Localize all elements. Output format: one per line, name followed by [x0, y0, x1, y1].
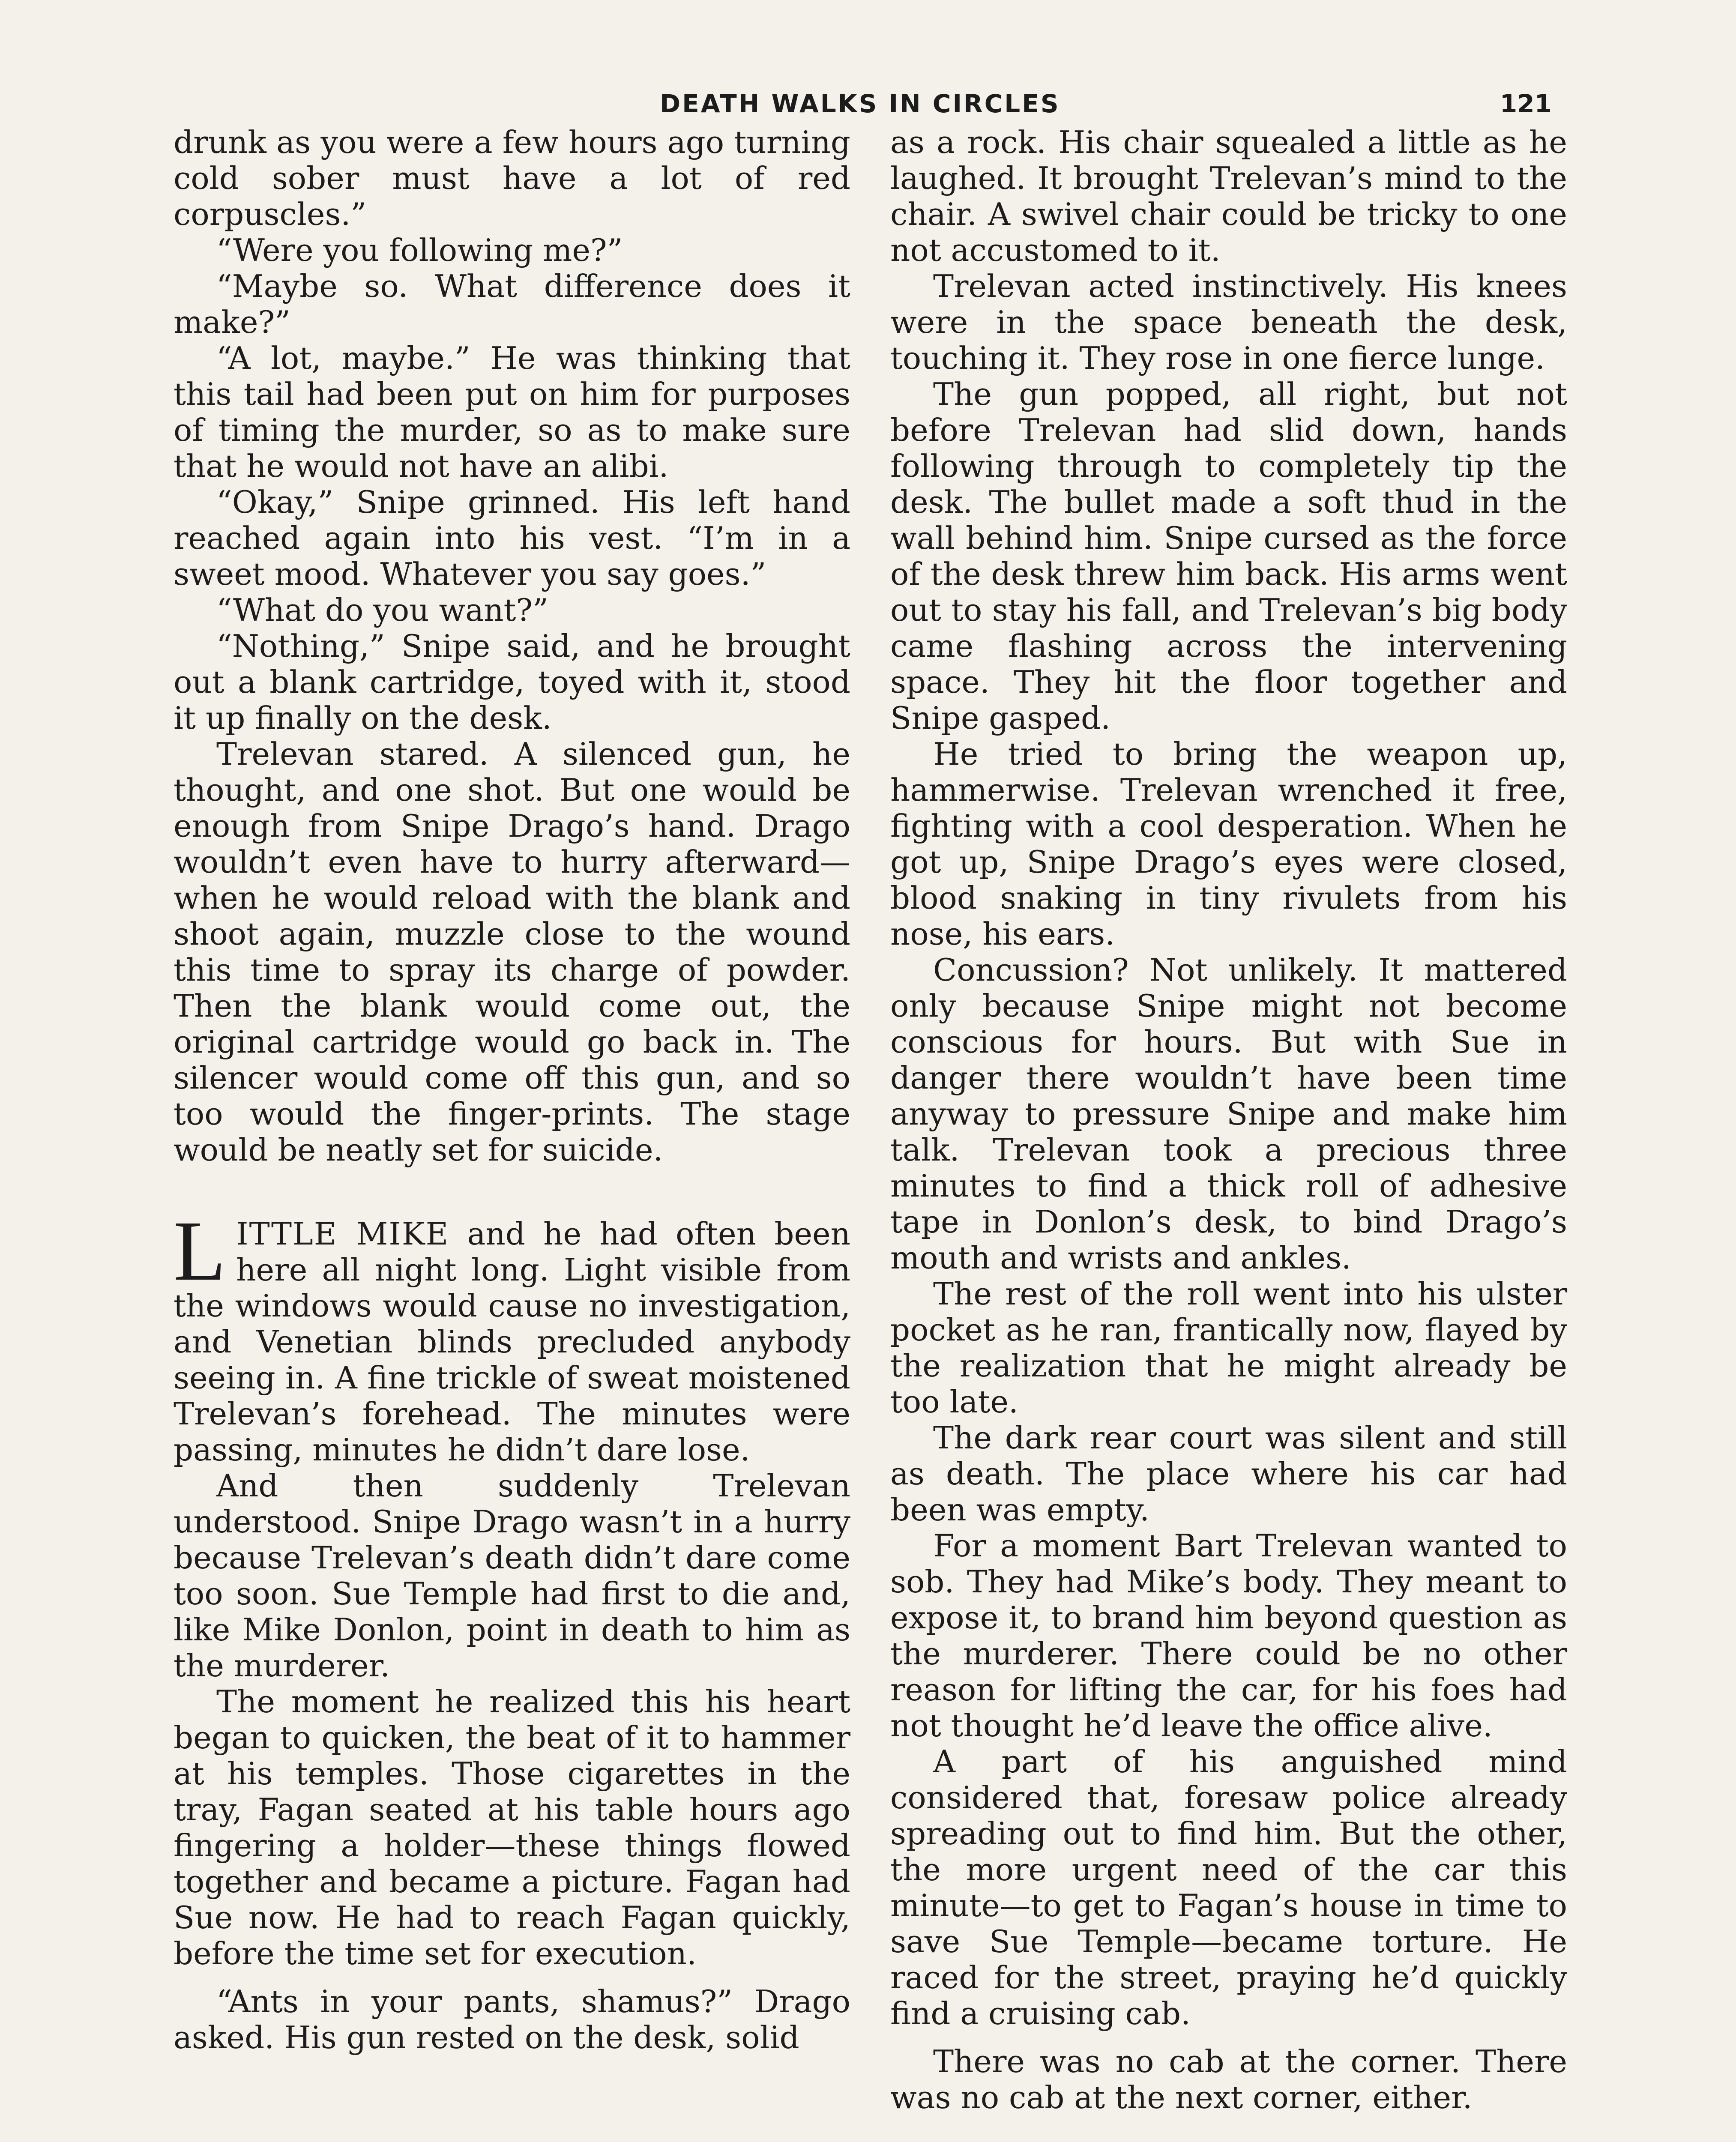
paragraph: The rest of the roll went into his ulster pocket as he ran, frantically now, flayed by the realization that he might already be too late. [890, 1276, 1567, 1420]
paragraph: “Nothing,” Snipe said, and he brought out a blank cartridge, toyed with it, stood it up finally on the desk. [174, 628, 850, 736]
drop-cap: L [174, 1204, 226, 1298]
drop-cap-text: and he had often been here all night long. Light visible from the windows would cause no investigation, and Venetian blinds precluded anybody seeing in. A fine trickle of sweat moistened Trelevan’s forehead. The minutes were passing, minutes he didn’t dare lose. [174, 1216, 851, 1468]
page-number: 121 [1500, 89, 1552, 118]
paragraph: drunk as you were a few hours ago turning cold sober must have a lot of red corpuscles.” [174, 124, 850, 232]
paragraph: Concussion? Not unlikely. It mattered only because Snipe might not become conscious for hours. But with Sue in danger there wouldn’t have been time anyway to pressure Snipe and make him talk. Trelevan took a precious three minutes to find a thick roll of adhesive tape in Donlon’s desk, to bind Drago’s mouth and wrists and ankles. [890, 952, 1567, 1276]
right-column [890, 124, 1567, 2115]
paragraph: Trelevan stared. A silenced gun, he thought, and one shot. But one would be enough from Snipe Drago’s hand. Drago wouldn’t even have to hurry afterward—when he would reload with the blank and shoot again, muzzle close to the wound this time to spray its charge of powder. Then the blank would come out, the original cartridge would go back in. The silencer would come off this gun, and so too would the finger-prints. The stage would be neatly set for suicide. [174, 736, 850, 1168]
paragraph: There was no cab at the corner. There was no cab at the next corner, either. [890, 2043, 1567, 2115]
drop-cap-lead: ITTLE MIKE [236, 1216, 449, 1252]
section-opening-paragraph [174, 1204, 851, 1468]
paragraph: The dark rear court was silent and still as death. The place where his car had been was empty. [890, 1420, 1567, 1528]
paragraph: Trelevan acted instinctively. His knees were in the space beneath the desk, touching it. They rose in one fierce lunge. [890, 268, 1567, 376]
paragraph: “Okay,” Snipe grinned. His left hand reached again into his vest. “I’m in a sweet mood. Whatever you say goes.” [174, 484, 850, 592]
paragraph: “What do you want?” [216, 592, 548, 628]
paragraph: The moment he realized this his heart began to quicken, the beat of it to hammer at his temples. Those cigarettes in the tray, Fagan seated at his table hours ago fingering a holder—these things flowed together and became a picture. Fagan had Sue now. He had to reach Fagan quickly, before the time set for execution. [174, 1684, 850, 1971]
running-title: DEATH WALKS IN CIRCLES [660, 89, 1060, 118]
paragraph: He tried to bring the weapon up, hammerwise. Trelevan wrenched it free, fighting with a cool desperation. When he got up, Snipe Drago’s eyes were closed, blood snaking in tiny rivulets from his nose, his ears. [890, 736, 1567, 952]
paragraph: “A lot, maybe.” He was thinking that this tail had been put on him for purposes of timing the murder, so as to make sure that he would not have an alibi. [174, 340, 850, 484]
paragraph: “Were you following me?” [216, 232, 623, 268]
paragraph: A part of his anguished mind considered that, foresaw police already spreading out to find him. But the other, the more urgent need of the car this minute—to get to Fagan’s house in time to save Sue Temple—became torture. He raced for the street, praying he’d quickly find a cruising cab. [890, 1744, 1567, 2031]
paragraph: And then suddenly Trelevan understood. Snipe Drago wasn’t in a hurry because Trelevan’s death didn’t dare come too soon. Sue Temple had first to die and, like Mike Donlon, point in death to him as the murderer. [174, 1468, 850, 1684]
paragraph: “Maybe so. What difference does it make?” [174, 268, 850, 340]
paragraph: “Ants in your pants, shamus?” Drago asked. His gun rested on the desk, solid [174, 1983, 850, 2055]
left-column [174, 124, 850, 2055]
paragraph: as a rock. His chair squealed a little as he laughed. It brought Trelevan’s mind to the chair. A swivel chair could be tricky to one not accustomed to it. [890, 124, 1567, 268]
paragraph: The gun popped, all right, but not before Trelevan had slid down, hands following through to completely tip the desk. The bullet made a soft thud in the wall behind him. Snipe cursed as the force of the desk threw him back. His arms went out to stay his fall, and Trelevan’s big body came flashing across the intervening space. They hit the floor together and Snipe gasped. [890, 376, 1567, 736]
paragraph: For a moment Bart Trelevan wanted to sob. They had Mike’s body. They meant to expose it, to brand him beyond question as the murderer. There could be no other reason for lifting the car, for his foes had not thought he’d leave the office alive. [890, 1528, 1567, 1744]
